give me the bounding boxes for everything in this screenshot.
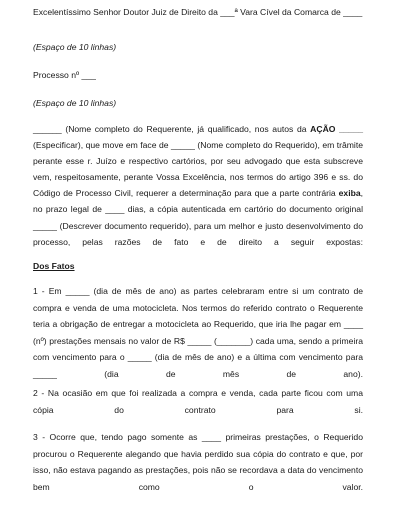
spacer-note-2: (Espaço de 10 linhas) xyxy=(33,98,117,108)
blank: _____ xyxy=(171,140,195,151)
fact-item-1: 1 - Em _____ (dia de mês de ano) as partes celebraram entre si um contrato de compra e venda de uma motocicleta. Nos termos do referido contrato o Requerente teria a obrigação de entregar a motocicleta ao Requerido, que iria lhe pagar em ____ (nº) prestações mensais no valor de R$ _____ (_______) cada uma, sendo a primeira com vencimento para o _____ (dia de mês de ano) e a última com vencimento para _____ (dia de mês de ano). xyxy=(33,286,364,379)
intro-text: , em trâmite perante esse r. Juízo e respectivo cartórios, por seu advogado que esta subscreve vem, respeitosamente, perante Vossa Excelência, nos termos do artigo 396 e ss. do Código de Processo Civil, requerer a determinação para que a parte contrária xyxy=(33,140,363,199)
intro-text: , para um melhor e justo desenvolvimento do processo, pelas razões de fato e de direito a seguir expostas: xyxy=(33,220,363,247)
descrever-note: (Descrever documento requerido) xyxy=(59,220,189,231)
requerente-name-note: (Nome completo do Requerente, já qualificado, nos autos da xyxy=(65,124,307,134)
section-title: Dos Fatos xyxy=(33,261,75,271)
acao-label: AÇÃO xyxy=(310,124,336,134)
intro-text: , no prazo legal de ____ dias, a cópia autenticada em cartório do documento original _____ xyxy=(33,188,364,231)
blank: _____ xyxy=(339,124,364,134)
fact-item-3: 3 - Ocorre que, tendo pago somente as ____ primeiras prestações, o Requerido procurou o Requerente alegando que havia perdido sua cópia do contrato e que, por isso, não estava pagando as prestações, pois não se recordava a data do vencimento bem como o valor. xyxy=(33,432,363,492)
fact-item-2: 2 - Na ocasião em que foi realizada a compra e venda, cada parte ficou com uma cópia do contrato para si. xyxy=(33,388,363,415)
processo-line: Processo nº ___ xyxy=(33,70,96,80)
requerido-name-note: (Nome completo do Requerido) xyxy=(197,140,318,151)
blank: ______ xyxy=(33,124,62,134)
header-line: Excelentíssimo Senhor Doutor Juiz de Direito da ___ª Vara Cível da Comarca de ____ xyxy=(33,7,363,17)
spacer-note-1: (Espaço de 10 linhas) xyxy=(33,42,117,52)
exiba-label: exiba xyxy=(338,188,361,199)
especificar-note: (Especificar), que move em face de xyxy=(33,140,169,151)
intro-paragraph xyxy=(33,121,363,266)
